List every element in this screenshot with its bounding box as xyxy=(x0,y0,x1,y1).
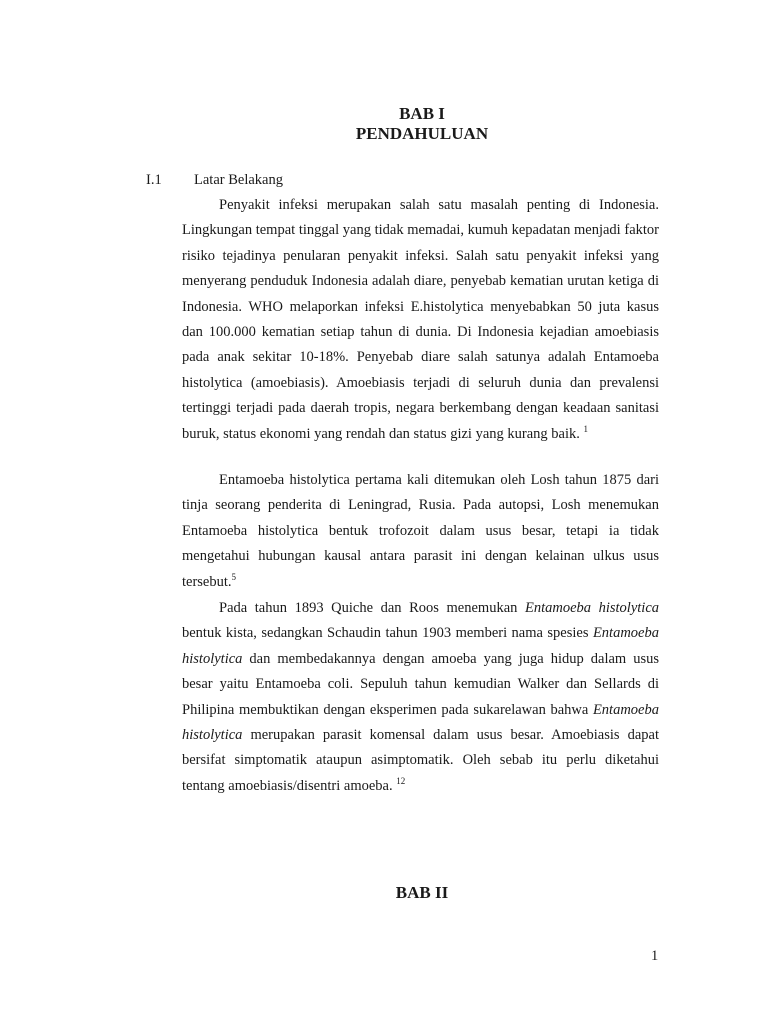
footnote-ref: 1 xyxy=(583,423,588,434)
chapter-heading: BAB I xyxy=(399,104,445,123)
footnote-ref: 5 xyxy=(231,571,237,582)
section-number: I.1 xyxy=(146,172,162,188)
species-name: Entamoeba histolytica xyxy=(182,701,659,744)
paragraph-2 xyxy=(182,468,659,595)
paragraph-text: Penyakit infeksi merupakan salah satu masalah penting di Indonesia. Lingkungan tempat tinggal yang tidak memadai, kumuh kepadatan menjadi faktor risiko tejadinya penularan penyakit infeksi. Salah satu penyakit infeksi yang menyerang penduduk Indonesia adalah diare, penyebab kematian urutan ketiga di Indonesia. WHO melaporkan infeksi E.histolytica menyebabkan 50 juta kasus dan 100.000 kematian setiap tahun di dunia. Di Indonesia kejadian amoebiasis pada anak sekitar 10-18%. Penyebab diare salah satunya adalah Entamoeba histolytica (amoebiasis). Amoebiasis terjadi di seluruh dunia dan prevalensi tertinggi terjadi pada daerah tropis, negara berkembang dengan keadaan sanitasi buruk, status ekonomi yang rendah dan status gizi yang kurang baik. xyxy=(182,197,659,442)
section-title: Latar Belakang xyxy=(194,172,283,188)
paragraph-text: Entamoeba histolytica pertama kali ditemukan oleh Losh tahun 1875 dari tinja seorang penderita di Leningrad, Rusia. Pada autopsi, Losh menemukan Entamoeba histolytica bentuk trofozoit dalam usus besar, tetapi ia tidak mengetahui hubungan kausal antara parasit ini dengan kelainan ulkus usus tersebut. xyxy=(182,472,659,590)
paragraph-3 xyxy=(182,596,659,799)
page-number: 1 xyxy=(651,948,659,964)
chapter-heading-2: BAB II xyxy=(395,883,449,902)
paragraph-text: dan membedakannya dengan amoeba yang juga hidup dalam usus besar yaitu Entamoeba coli. Sepuluh tahun kemudian Walker dan Sellards di Philipina membuktikan dengan eksperimen pada sukarelawan bahwa xyxy=(182,650,659,718)
paragraph-text: bentuk kista, sedangkan Schaudin tahun 1903 memberi nama spesies xyxy=(182,625,593,642)
paragraph-text: merupakan parasit komensal dalam usus besar. Amoebiasis dapat bersifat simptomatik ataupun asimptomatik. Oleh sebab itu perlu diketahui tentang amoebiasis/disentri amoeba. xyxy=(182,727,659,794)
paragraph-1 xyxy=(182,193,659,447)
species-name: Entamoeba histolytica xyxy=(182,625,659,667)
paragraph-text: Pada tahun 1893 Quiche dan Roos menemukan xyxy=(219,600,525,616)
species-name: Entamoeba histolytica xyxy=(524,600,660,616)
chapter-title: PENDAHULUAN xyxy=(355,124,489,143)
footnote-ref: 12 xyxy=(396,776,406,787)
